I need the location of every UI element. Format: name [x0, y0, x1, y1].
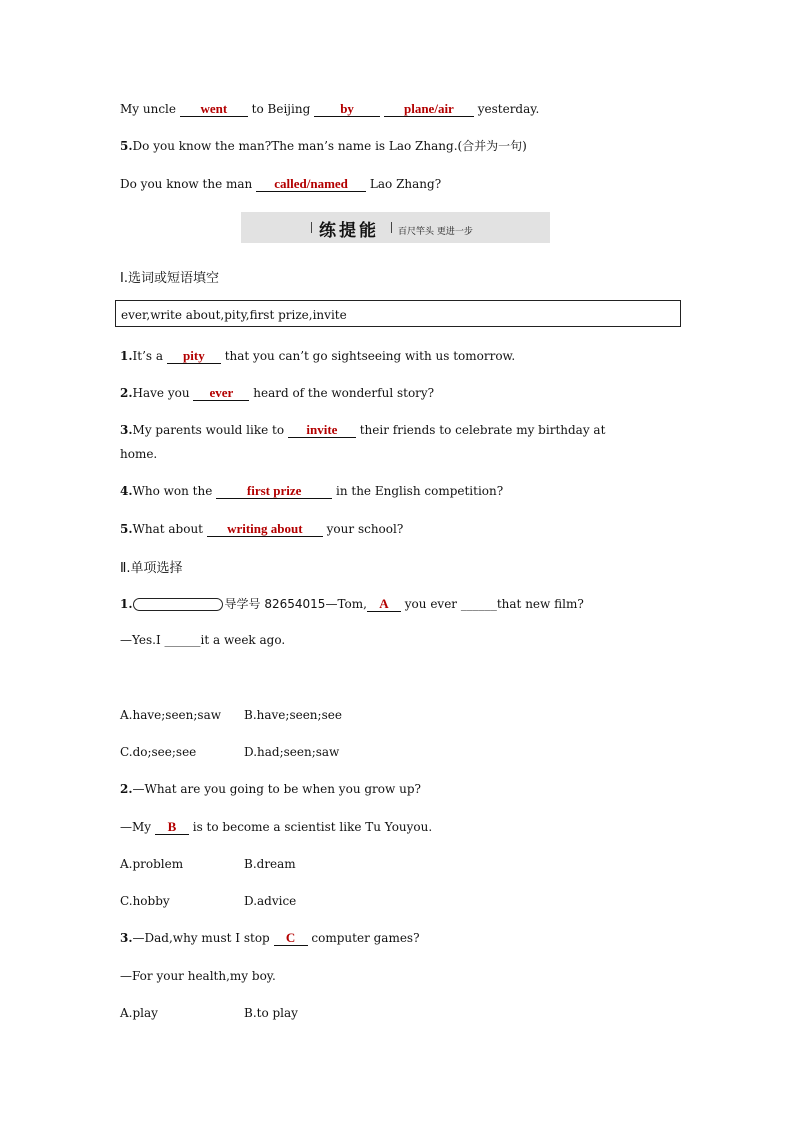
s1-item-3: [120, 422, 605, 438]
text: Lao Zhang?: [369, 177, 442, 191]
answer-blank: plane/air: [384, 102, 474, 117]
s1-item-3-cont: home.: [120, 447, 158, 461]
s2-q2-options-ab: [120, 856, 296, 872]
s2-q1-line2: —Yes.I ______it a week ago.: [120, 633, 286, 647]
s1-item-1: [120, 348, 515, 364]
text: Have you: [132, 386, 190, 400]
question-number: 3.: [120, 931, 133, 945]
text: to Beijing: [251, 102, 311, 116]
guide-number: 导学号 82654015: [224, 597, 326, 611]
question-number: 1.: [120, 597, 133, 611]
text: that you can’t go sightseeing with us tomorrow.: [224, 349, 516, 363]
prev-q5-answer: [120, 176, 441, 192]
option-b: B.to play: [244, 1006, 298, 1020]
banner-subtitle: 百尺竿头 更进一步: [398, 227, 473, 237]
text: your school?: [326, 522, 404, 536]
section-title: Ⅰ.选词或短语填空: [120, 271, 219, 286]
answer-blank: B: [155, 820, 189, 835]
text: Who won the: [132, 484, 213, 498]
option-b: B.have;seen;see: [244, 708, 342, 722]
answer-blank: A: [367, 597, 401, 612]
divider: [311, 222, 312, 233]
question-number: 2.: [120, 386, 133, 400]
s2-q2: [120, 781, 421, 797]
option-c: C.hobby: [120, 894, 170, 908]
answer-blank: went: [180, 102, 248, 117]
text: their friends to celebrate my birthday at: [359, 423, 606, 437]
option-d: D.advice: [244, 894, 297, 908]
s1-item-4: [120, 483, 503, 499]
text: you ever ______that new film?: [404, 597, 584, 611]
text: It’s a: [132, 349, 164, 363]
answer-blank: by: [314, 102, 380, 117]
section-title: Ⅱ.单项选择: [120, 561, 183, 576]
question-number: 1.: [120, 349, 133, 363]
text: computer games?: [311, 931, 420, 945]
option-a: A.play: [120, 1006, 158, 1020]
prev-q4-answer: [120, 101, 539, 117]
question-number: 3.: [120, 423, 133, 437]
answer-blank: C: [274, 931, 308, 946]
s1-item-2: [120, 385, 434, 401]
s2-q3: [120, 930, 420, 946]
option-a: A.have;seen;saw: [120, 708, 222, 722]
answer-blank: called/named: [256, 177, 366, 192]
s2-q2-options-cd: [120, 893, 296, 909]
word-bank-box: [115, 300, 681, 327]
s2-q1-options-cd: [120, 744, 339, 760]
text: —Tom,: [325, 597, 367, 611]
option-d: D.had;seen;saw: [244, 745, 340, 759]
s2-q3-options-ab: [120, 1005, 298, 1021]
answer-blank: pity: [167, 349, 221, 364]
s2-q1-options-ab: [120, 707, 342, 723]
s2-q3-line2: —For your health,my boy.: [120, 969, 276, 983]
text: My uncle: [120, 102, 176, 116]
s2-q1: [120, 596, 584, 612]
text: is to become a scientist like Tu Youyou.: [192, 820, 433, 834]
rounded-label-icon: [133, 598, 223, 611]
answer-blank: invite: [288, 423, 356, 438]
question-number: 2.: [120, 782, 133, 796]
s2-q2-line2: [120, 819, 432, 835]
section-banner: [241, 212, 550, 243]
answer-blank: writing about: [207, 522, 323, 537]
option-c: C.do;see;see: [120, 745, 197, 759]
banner-title: 练提能: [319, 221, 379, 241]
text: yesterday.: [477, 102, 540, 116]
question-number: 4.: [120, 484, 133, 498]
text: —Dad,why must I stop: [132, 931, 270, 945]
divider: [391, 222, 392, 233]
text: What about: [132, 522, 203, 536]
text: heard of the wonderful story?: [253, 386, 435, 400]
text: in the English competition?: [335, 484, 504, 498]
question-number: 5.: [120, 139, 133, 153]
text: Do you know the man: [120, 177, 253, 191]
prev-q5: [120, 138, 527, 154]
question-text: Do you know the man?The man’s name is Lao Zhang.(合并为一句): [132, 139, 527, 153]
s1-item-5: [120, 521, 403, 537]
text: —My: [120, 820, 152, 834]
answer-blank: ever: [193, 386, 249, 401]
word-bank: ever,write about,pity,first prize,invite: [121, 308, 347, 322]
question-text: —What are you going to be when you grow up?: [132, 782, 421, 796]
answer-blank: first prize: [216, 484, 332, 499]
option-b: B.dream: [244, 857, 296, 871]
text: My parents would like to: [132, 423, 285, 437]
option-a: A.problem: [120, 857, 184, 871]
question-number: 5.: [120, 522, 133, 536]
